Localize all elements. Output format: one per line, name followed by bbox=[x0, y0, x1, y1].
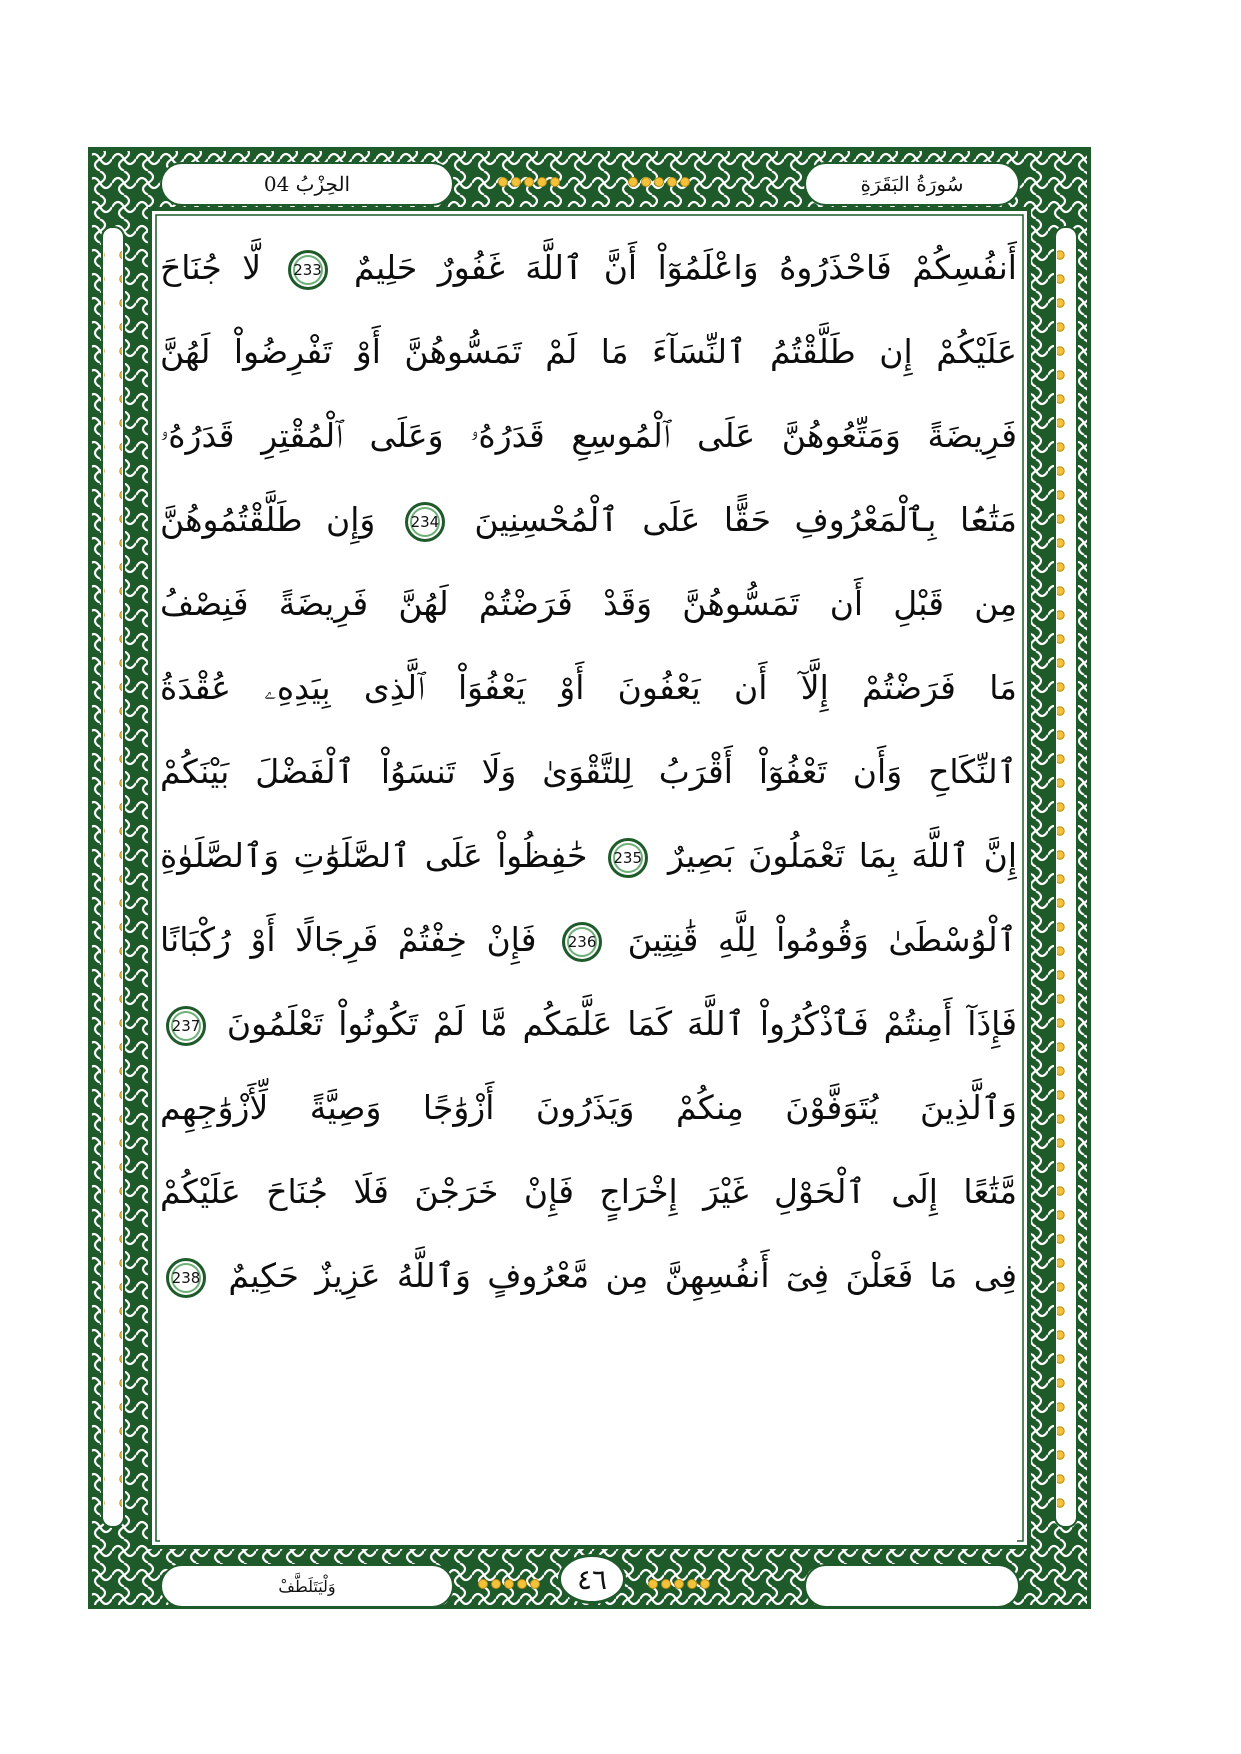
page-number bbox=[558, 1554, 626, 1604]
ayah-marker: 238 bbox=[166, 1258, 206, 1298]
line-text: فَرِيضَةً وَمَتِّعُوهُنَّ عَلَى ٱلْمُوسِعِ قَدَرُهُۥ وَعَلَى ٱلْمُقْتِرِ قَدَرُهُۥ bbox=[160, 416, 1017, 455]
line-text: مَّتَٰعًا إِلَى ٱلْحَوْلِ غَيْرَ إِخْرَاجٍ فَإِنْ خَرَجْنَ فَلَا جُنَاحَ عَلَيْكُمْ bbox=[160, 1172, 1017, 1211]
line-text: فِى مَا فَعَلْنَ فِىٓ أَنفُسِهِنَّ مِن مَّعْرُوفٍ وَٱللَّهُ عَزِيزٌ حَكِيمٌ bbox=[228, 1256, 1017, 1295]
verse-line-10 bbox=[160, 983, 1017, 1065]
line-text: وَٱلَّذِينَ يُتَوَفَّوْنَ مِنكُمْ وَيَذَرُونَ أَزْوَٰجًا وَصِيَّةً لِّأَزْوَٰجِهِم bbox=[160, 1088, 1017, 1127]
line-text: ٱلنِّكَاحِ وَأَن تَعْفُوٓاْ أَقْرَبُ لِلتَّقْوَىٰ وَلَا تَنسَوُاْ ٱلْفَضْلَ بَيْنَكُمْ bbox=[160, 752, 1017, 791]
verse-line-5 bbox=[160, 563, 1017, 645]
surah-label-text: سُورَةُ البَقَرَةِ bbox=[860, 172, 964, 196]
line-text: مَا فَرَضْتُمْ إِلَّآ أَن يَعْفُونَ أَوْ يَعْفُوَاْ ٱلَّذِى بِيَدِهِۦ عُقْدَةُ bbox=[160, 668, 1017, 707]
line-tail: حَٰفِظُواْ عَلَى ٱلصَّلَوَٰتِ وَٱلصَّلَوٰةِ bbox=[160, 836, 588, 875]
header-ornament-left bbox=[498, 177, 560, 187]
page-number-text: ٤٦ bbox=[576, 1562, 608, 1596]
page-frame bbox=[88, 147, 1091, 1609]
line-tail: لَّا جُنَاحَ bbox=[160, 248, 262, 287]
line-text: عَلَيْكُمْ إِن طَلَّقْتُمُ ٱلنِّسَآءَ مَا لَمْ تَمَسُّوهُنَّ أَوْ تَفْرِضُواْ لَهُنَّ bbox=[160, 332, 1017, 371]
line-text: ٱلْوُسْطَىٰ وَقُومُواْ لِلَّهِ قَٰنِتِينَ bbox=[627, 920, 1017, 959]
verse-line-2 bbox=[160, 311, 1017, 393]
header-ornament-right bbox=[628, 177, 690, 187]
verse-line-1 bbox=[160, 227, 1017, 309]
line-text: إِنَّ ٱللَّهَ بِمَا تَعْمَلُونَ بَصِيرٌ bbox=[667, 836, 1017, 875]
footer-ornament-right bbox=[648, 1579, 710, 1589]
line-text: مِن قَبْلِ أَن تَمَسُّوهُنَّ وَقَدْ فَرَضْتُمْ لَهُنَّ فَرِيضَةً فَنِصْفُ bbox=[160, 584, 1017, 623]
footer-word-text: وَلْيَتَلَطَّفْ bbox=[278, 1576, 336, 1596]
hizb-label-text: الحِزْبُ 04 bbox=[263, 172, 351, 196]
surah-label bbox=[804, 162, 1020, 206]
hizb-label bbox=[160, 162, 454, 206]
line-tail: فَإِنْ خِفْتُمْ فَرِجَالًا أَوْ رُكْبَانًا bbox=[160, 920, 537, 959]
footer-ornament-left bbox=[478, 1579, 540, 1589]
text-panel bbox=[160, 219, 1017, 1545]
verse-line-9 bbox=[160, 899, 1017, 981]
verse-line-13 bbox=[160, 1235, 1017, 1317]
line-text: مَتَٰعَۢا بِٱلْمَعْرُوفِ حَقًّا عَلَى ٱلْمُحْسِنِينَ bbox=[474, 500, 1017, 539]
verse-line-3 bbox=[160, 395, 1017, 477]
verse-line-11 bbox=[160, 1067, 1017, 1149]
line-tail: وَإِن طَلَّقْتُمُوهُنَّ bbox=[160, 500, 376, 539]
ayah-marker: 233 bbox=[288, 250, 328, 290]
verse-line-7 bbox=[160, 731, 1017, 813]
footer-word-label bbox=[160, 1564, 454, 1608]
ayah-marker: 236 bbox=[562, 922, 602, 962]
verse-line-6 bbox=[160, 647, 1017, 729]
ayah-marker: 234 bbox=[405, 502, 445, 542]
footer-blank-label bbox=[804, 1564, 1020, 1608]
verse-line-12 bbox=[160, 1151, 1017, 1233]
verse-line-8 bbox=[160, 815, 1017, 897]
ayah-marker: 235 bbox=[608, 838, 648, 878]
ayah-marker: 237 bbox=[166, 1006, 206, 1046]
line-text: فَإِذَآ أَمِنتُمْ فَٱذْكُرُواْ ٱللَّهَ كَمَا عَلَّمَكُم مَّا لَمْ تَكُونُواْ تَعْلَمُونَ bbox=[226, 1004, 1017, 1043]
line-text: أَنفُسِكُمْ فَاحْذَرُوهُ وَاعْلَمُوٓاْ أَنَّ ٱللَّهَ غَفُورٌ حَلِيمٌ bbox=[354, 248, 1017, 287]
verse-line-4 bbox=[160, 479, 1017, 561]
